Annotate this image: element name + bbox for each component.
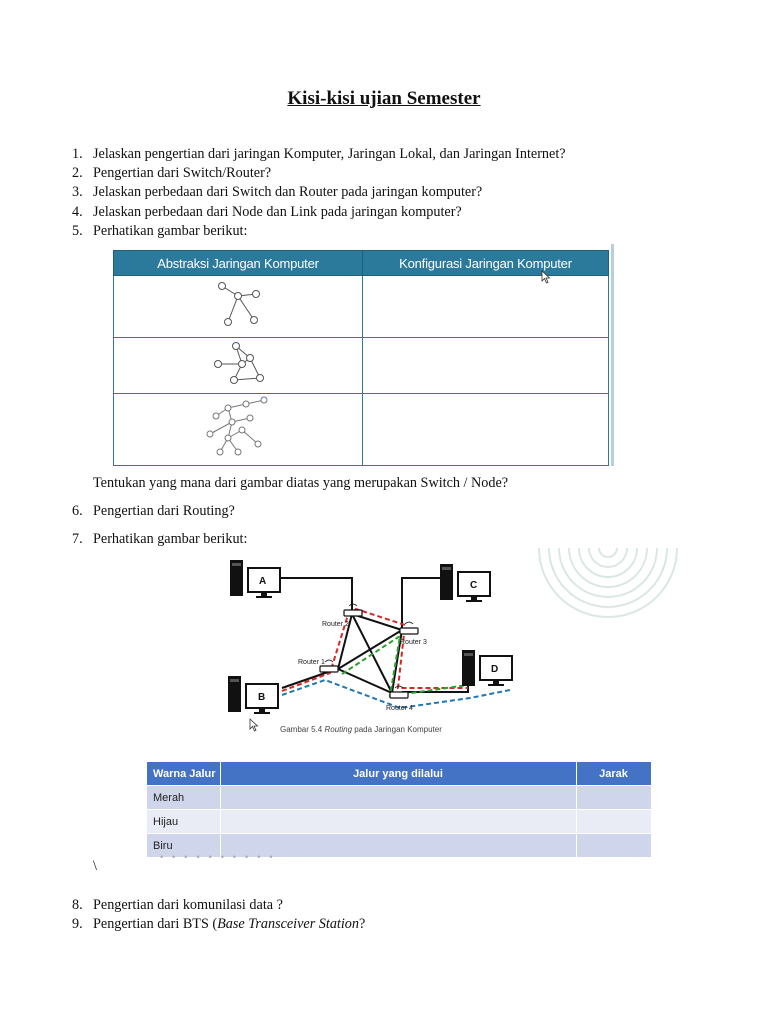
configuration-cell-2[interactable] xyxy=(363,338,609,394)
question-7: 7. Perhatikan gambar berikut: xyxy=(72,531,248,547)
computer-b-icon xyxy=(228,676,278,714)
network-abstraction-table xyxy=(113,250,609,466)
configuration-cell-1[interactable] xyxy=(363,276,609,338)
router-1-icon xyxy=(320,666,338,672)
computer-d-icon xyxy=(462,650,512,686)
path-cell-red[interactable] xyxy=(221,786,577,810)
question-5: 5. Perhatikan gambar berikut: xyxy=(72,223,248,239)
question-1: 1. Jelaskan pengertian dari jaringan Komputer, Jaringan Lokal, dan Jaringan Internet? xyxy=(72,146,566,162)
table-row xyxy=(147,786,652,810)
router-3-icon xyxy=(400,628,418,634)
router-2-icon xyxy=(344,610,362,616)
row-color-green: Hijau xyxy=(147,810,221,834)
distance-cell-blue[interactable] xyxy=(577,834,652,858)
question-2: 2. Pengertian dari Switch/Router? xyxy=(72,165,272,181)
question-6: 6. Pengertian dari Routing? xyxy=(72,503,235,519)
abstraction-graph-3 xyxy=(114,394,363,466)
question-4: 4. Jelaskan perbedaan dari Node dan Link pada jaringan komputer? xyxy=(72,204,462,220)
table1-edge-shadow xyxy=(611,244,614,466)
distance-cell-red[interactable] xyxy=(577,786,652,810)
node-c-label: C xyxy=(470,580,478,591)
cursor-arrow-icon xyxy=(541,270,551,284)
question-9: 9. Pengertian dari BTS (Base Transceiver Station? xyxy=(72,916,366,932)
router-1-label: Router 1 xyxy=(298,659,325,666)
distance-cell-green[interactable] xyxy=(577,810,652,834)
table-row xyxy=(147,810,652,834)
table2-header-color: Warna Jalur xyxy=(147,762,221,786)
routing-path-table xyxy=(146,761,652,858)
dotted-divider: •••••••••• xyxy=(160,852,282,862)
page-title: Kisi-kisi ujian Semester xyxy=(287,88,481,109)
complex-graph-icon xyxy=(198,394,278,460)
computer-c-icon xyxy=(440,564,490,602)
abstraction-graph-1 xyxy=(114,276,363,338)
question-8: 8. Pengertian dari komunilasi data ? xyxy=(72,897,283,913)
cursor-arrow-icon xyxy=(249,718,259,732)
path-cell-green[interactable] xyxy=(221,810,577,834)
table2-header-distance: Jarak xyxy=(577,762,652,786)
decorative-arcs-icon xyxy=(535,548,681,644)
row-color-blue: Biru xyxy=(147,834,221,858)
node-a-label: A xyxy=(259,576,267,587)
question-5-note: Tentukan yang mana dari gambar diatas yang merupakan Switch / Node? xyxy=(93,475,509,491)
router-4-icon xyxy=(390,692,408,698)
routing-diagram xyxy=(220,548,530,744)
tree-graph-icon xyxy=(198,276,278,332)
table1-header-abstraction: Abstraksi Jaringan Komputer xyxy=(114,251,363,276)
router-3-label: Router 3 xyxy=(400,639,427,646)
diagram-caption: Gambar 5.4 Routing pada Jaringan Komputer xyxy=(280,725,442,734)
table1-header-configuration: Konfigurasi Jaringan Komputer xyxy=(363,251,609,276)
stray-backslash: \ xyxy=(93,858,97,874)
node-b-label: B xyxy=(258,692,266,703)
question-3: 3. Jelaskan perbedaan dari Switch dan Router pada jaringan komputer? xyxy=(72,184,483,200)
abstraction-graph-2 xyxy=(114,338,363,394)
router-2-label: Router 2 xyxy=(322,621,349,628)
configuration-cell-3[interactable] xyxy=(363,394,609,466)
router-4-label: Router 4 xyxy=(386,705,413,712)
row-color-red: Merah xyxy=(147,786,221,810)
mesh-graph-icon xyxy=(198,338,278,388)
table2-header-path: Jalur yang dilalui xyxy=(221,762,577,786)
computer-a-icon xyxy=(230,560,280,598)
node-d-label: D xyxy=(491,664,499,675)
